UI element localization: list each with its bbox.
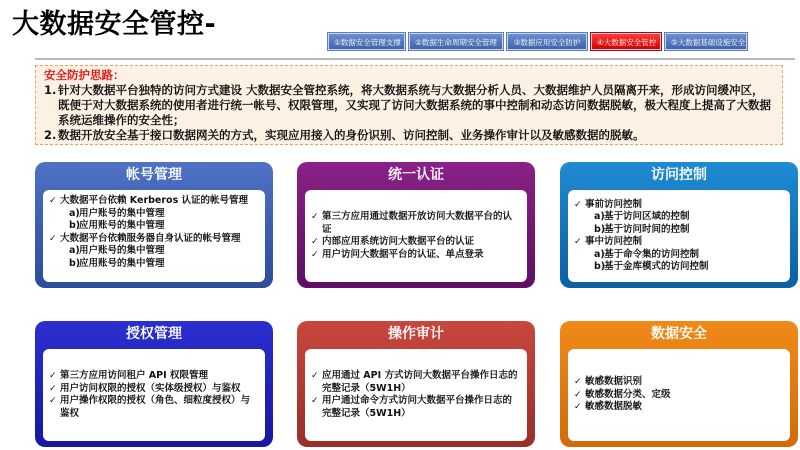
list-subitem: a) 基于命令集的访问控制 <box>594 248 700 260</box>
tab-bigdata-control[interactable]: ④大数据安全管控 <box>591 33 661 50</box>
strategy-item-number: 1. <box>44 83 57 97</box>
list-subitem: a) 用户账号的集中管理 <box>69 245 165 256</box>
list-item: ✓ 大数据平台依赖服务器自身认证的帐号管理 <box>49 233 259 246</box>
card-data-security <box>560 321 798 447</box>
card-body <box>568 190 790 282</box>
strategy-item <box>44 128 774 143</box>
card-access-control <box>560 162 798 288</box>
list-subitem: b) 基于金库模式的访问控制 <box>594 261 709 272</box>
list-subitem: b) 应用账号的集中管理 <box>69 220 165 231</box>
strategy-item <box>44 83 774 128</box>
strategy-item-number: 2. <box>44 128 57 142</box>
tab-data-app-protection[interactable]: ③数据应用安全防护 <box>507 33 587 50</box>
card-body <box>305 190 527 282</box>
strategy-title: 安全防护思路： <box>44 68 125 82</box>
tab-data-lifecycle[interactable]: ②数据生命周期安全管理 <box>409 33 503 50</box>
card-title: 统一认证 <box>388 167 444 183</box>
page-title: 大数据安全管控- <box>12 9 217 40</box>
list-item: ✓ 用户访问权限的授权（实体级授权）与鉴权 <box>49 383 259 396</box>
section-tabs <box>328 33 747 50</box>
strategy-box <box>35 65 783 145</box>
list-item: ✓ 内部应用系统访问大数据平台的认证 <box>311 236 521 249</box>
list-item: ✓ 用户访问大数据平台的认证、单点登录 <box>311 249 521 262</box>
list-item: ✓ 应用通过 API 方式访问大数据平台操作日志的完整记录（5W1H） <box>311 370 521 395</box>
card-title: 帐号管理 <box>126 167 182 183</box>
strategy-item-text: 针对大数据平台独特的访问方式建设 大数据安全管控系统，将大数据系统与大数据分析人员、大数据维护人员隔离开来，形成访问缓冲区，既便于对大数据系统的使用者进行统一帐号、权限管理，又实现了访问大数据系统的事中控制和动态访问数据脱敏，极大程度上提高了大数据系统运维操作的安全性； <box>58 83 771 127</box>
list-item: ✓ 第三方应用访问租户 API 权限管理 <box>49 370 259 383</box>
divider <box>35 58 795 60</box>
card-title: 访问控制 <box>651 167 707 183</box>
list-item: ✓ 第三方应用通过数据开放访问大数据平台的认证 <box>311 211 521 236</box>
list-subitem: a) 基于访问区域的控制 <box>594 211 690 222</box>
list-item: ✓ 敏感数据识别 <box>574 376 784 389</box>
card-title: 操作审计 <box>388 326 444 342</box>
card-body <box>43 190 265 282</box>
card-body <box>305 349 527 441</box>
card-title: 数据安全 <box>651 326 707 342</box>
list-item: ✓ 大数据平台依赖 Kerberos 认证的帐号管理 <box>49 195 259 208</box>
list-item: ✓ 事前访问控制 <box>574 199 784 212</box>
list-item: ✓ 事中访问控制 <box>574 236 784 249</box>
list-item: ✓ 用户操作权限的授权（角色、细粒度授权）与鉴权 <box>49 395 259 420</box>
list-item: ✓ 敏感数据分类、定级 <box>574 389 784 402</box>
card-account-management <box>35 162 273 288</box>
tab-bigdata-infrastructure[interactable]: ⑤大数据基础设施安全 <box>665 33 747 50</box>
list-subitem: b) 应用账号的集中管理 <box>69 257 165 269</box>
strategy-item-text: 数据开放安全基于接口数据网关的方式，实现应用接入的身份识别、访问控制、业务操作审计以及敏感数据的脱敏。 <box>58 128 645 142</box>
list-subitem: b) 基于访问时间的控制 <box>594 223 690 235</box>
card-body <box>568 349 790 441</box>
list-item: ✓ 敏感数据脱敏 <box>574 401 784 414</box>
list-item: ✓ 用户通过命令方式访问大数据平台操作日志的完整记录（5W1H） <box>311 395 521 420</box>
card-body <box>43 349 265 441</box>
card-operation-audit <box>297 321 535 447</box>
card-unified-auth <box>297 162 535 288</box>
card-authorization-management <box>35 321 273 447</box>
card-title: 授权管理 <box>126 326 182 342</box>
list-subitem: a) 用户账号的集中管理 <box>69 207 165 219</box>
tab-data-security-support[interactable]: ①数据安全管理支撑 <box>328 33 405 50</box>
